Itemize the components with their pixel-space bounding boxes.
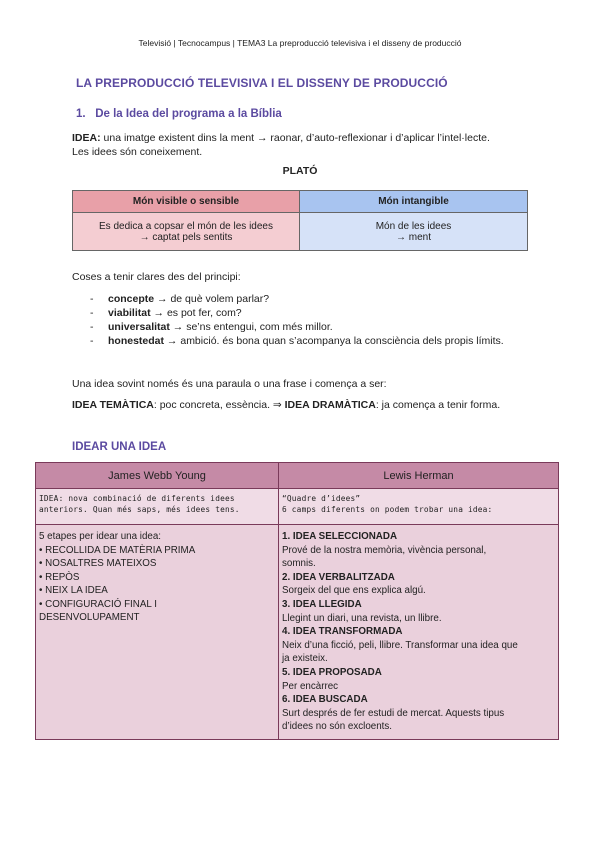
clear-item [72,292,552,306]
herman-item-desc: somnis. [282,558,316,570]
clear-item [72,320,552,334]
herman-item [282,693,555,734]
herman-item-title: 4. IDEA TRANSFORMADA [282,626,403,638]
ideal-col1-definition [36,489,279,525]
herman-item [282,571,555,598]
clear-item-text: → de què volem parlar? [154,293,270,305]
clear-item [72,306,552,320]
clear-list [72,292,552,348]
herman-item-title: 6. IDEA BUSCADA [282,694,368,706]
herman-item-title: 1. IDEA SELECCIONADA [282,531,398,542]
ideal-col1-definition-line: anteriors. Quan més saps, més idees tens. [39,505,240,514]
ideal-step: DESENVOLUPAMENT [39,612,140,623]
ideal-step: • REPÒS [39,571,80,583]
section-1-title: De la Idea del programa a la Bíblia [95,108,282,120]
clear-item-text: → se’ns entengui, com més millor. [169,321,333,333]
ideal-col1-definition-line: IDEA: nova combinació de diferents idees [39,494,235,503]
ideal-step: • NOSALTRES MATEIXOS [39,558,157,569]
idea-dramatica-text: : ja comença a tenir forma. [375,399,501,411]
plato-col1-body [73,213,300,251]
ideal-col2-definition-line: 6 camps diferents on podem trobar una idea: [282,505,493,514]
idea-definition [72,131,490,159]
clear-intro: Coses a tenir clares des del principi: [72,271,241,283]
plato-heading: PLATÓ [282,165,318,177]
clear-item-term: universalitat [108,321,170,333]
idea-dramatica-label: IDEA DRAMÀTICA [284,399,376,411]
herman-item-desc: Sorgeix del que ens explica algú. [282,585,426,597]
ideal-step: • CONFIGURACIÓ FINAL I [39,598,157,610]
plato-table [72,190,528,251]
idea-types-line [72,398,500,412]
ideal-table [35,462,559,740]
ideal-col1-header: James Webb Young [36,463,279,489]
plato-col1-header: Món visible o sensible [73,191,300,213]
idea-definition-line-1: una imatge existent dins la ment → raonar, d’auto-reflexionar i d’aplicar l’intel·lecte. [100,132,490,144]
ideal-step: • NEIX LA IDEA [39,585,108,596]
herman-item [282,625,555,666]
ideal-col1-steps [36,525,279,740]
herman-item-desc: d’idees no són excloents. [282,721,393,733]
plato-col2-line-2: → ment [395,231,431,243]
herman-item-desc: Prové de la nostra memòria, vivència personal, [282,544,487,556]
plato-col1-line-2: → captat pels sentits [139,231,233,243]
idea-definition-line-2: Les idees són coneixement. [72,146,203,158]
plato-col2-line-1: Món de les idees [375,220,452,232]
herman-item-desc: Per encàrrec [282,680,339,692]
section-1-number: 1. [76,108,86,120]
ideal-step: • RECOLLIDA DE MATÈRIA PRIMA [39,544,196,556]
clear-item-term: concepte [108,293,155,305]
clear-item [72,334,552,348]
herman-item [282,666,555,693]
document-title: LA PREPRODUCCIÓ TELEVISIVA I EL DISSENY DE PRODUCCIÓ [76,76,448,90]
herman-item [282,530,555,571]
ideal-col2-items [279,525,559,740]
section-1-heading [76,108,282,120]
herman-item-desc: Surt després de fer estudi de mercat. Aquests tipus [282,707,505,719]
herman-item [282,598,555,625]
idea-label: IDEA: [72,132,101,144]
herman-item-desc: Llegint un diari, una revista, un llibre. [282,612,442,624]
idea-tematica-label: IDEA TEMÀTICA [72,399,154,411]
clear-item-term: viabilitat [108,307,151,319]
clear-item-text: → es pot fer, com? [150,307,242,319]
clear-item-text: → ambició. és bona quan s’acompanya la consciència dels propis límits. [164,335,504,347]
ideal-col2-definition-line: “Quadre d’idees” [282,494,361,503]
ideal-col2-header: Lewis Herman [279,463,559,489]
plato-col2-header: Món intangible [300,191,528,213]
herman-item-desc: Neix d’una ficció, peli, llibre. Transformar una idea que [282,639,518,651]
herman-item-desc: ja existeix. [282,653,328,665]
plato-col1-line-1: Es dedica a copsar el món de les idees [99,220,273,232]
herman-item-title: 3. IDEA LLEGIDA [282,598,362,610]
page-header: Televisió | Tecnocampus | TEMA3 La preproducció televisiva i el disseny de producció [138,38,462,48]
herman-item-title: 2. IDEA VERBALITZADA [282,571,395,583]
herman-item-title: 5. IDEA PROPOSADA [282,666,382,678]
section-2-heading: IDEAR UNA IDEA [72,441,167,453]
idea-tematica-text: : poc concreta, essència. ⇒ [153,399,285,411]
clear-item-term: honestedat [108,335,165,347]
idea-intro-line: Una idea sovint només és una paraula o una frase i comença a ser: [72,378,387,390]
plato-col2-body [300,213,528,251]
ideal-col2-definition [279,489,559,525]
ideal-steps-intro: 5 etapes per idear una idea: [39,531,162,542]
